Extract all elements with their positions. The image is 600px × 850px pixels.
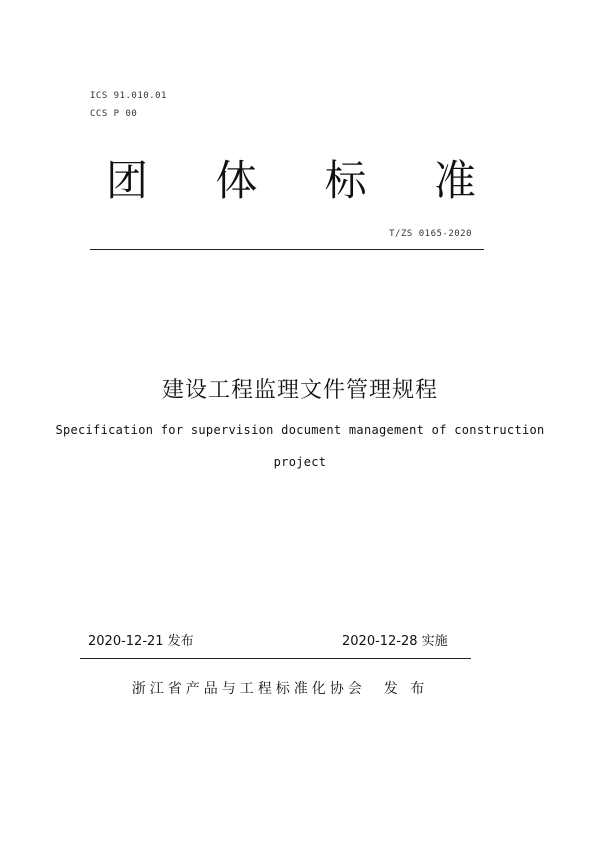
publisher-name: 浙江省产品与工程标准化协会	[131, 681, 366, 697]
standard-type-char: 准	[433, 156, 476, 205]
standard-code: T/ZS 0165-2020	[389, 229, 472, 239]
title-chinese: 建设工程监理文件管理规程	[161, 378, 438, 403]
title-english-line1: Specification for supervision document management of construction	[55, 423, 545, 437]
ccs-code: CCS P 00	[90, 109, 138, 119]
implementation-date: 2020-12-28 实施	[342, 634, 448, 649]
publisher-line	[0, 678, 560, 698]
publisher-action: 发 布	[383, 681, 429, 697]
ics-code: ICS 91.010.01	[90, 91, 167, 101]
standard-type-char: 团	[106, 156, 149, 205]
top-divider	[90, 249, 484, 250]
standard-type-char: 体	[215, 156, 258, 205]
standard-type-char: 标	[324, 156, 367, 205]
issue-date: 2020-12-21 发布	[88, 634, 194, 649]
title-english-line2: project	[273, 455, 327, 469]
standard-type-heading	[106, 156, 476, 205]
bottom-divider	[80, 658, 471, 659]
